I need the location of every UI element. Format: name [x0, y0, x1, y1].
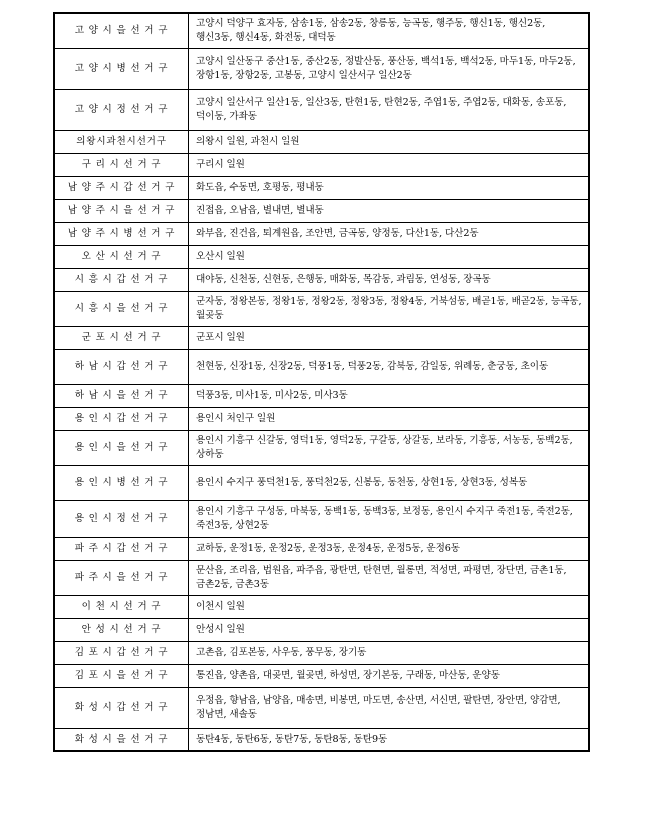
- district-area-cell: 대야동, 신천동, 신현동, 은행동, 매화동, 목감동, 과림동, 연성동, 장곡동: [189, 268, 590, 291]
- table-body: [54, 13, 589, 751]
- district-area-cell: 고촌읍, 김포본동, 사우동, 풍무동, 장기동: [189, 641, 590, 664]
- table-row: [54, 13, 589, 48]
- table-row: [54, 153, 589, 176]
- district-name-cell: 용 인 시 병 선 거 구: [54, 465, 189, 500]
- table-row: [54, 407, 589, 430]
- district-name-cell: 시 흥 시 갑 선 거 구: [54, 268, 189, 291]
- table-row: [54, 349, 589, 384]
- district-name-cell: 남 양 주 시 갑 선 거 구: [54, 176, 189, 199]
- electoral-district-table: [53, 12, 590, 752]
- table-row: [54, 199, 589, 222]
- table-row: [54, 595, 589, 618]
- district-area-cell: 고양시 덕양구 효자동, 삼송1동, 삼송2동, 창릉동, 능곡동, 행주동, 행신1동, 행신2동, 행신3동, 행신4동, 화전동, 대덕동: [189, 13, 590, 48]
- district-area-cell: 용인시 기흥구 구성동, 마북동, 동백1동, 동백3동, 보정동, 용인시 수지구 죽전1동, 죽전2동, 죽전3동, 상현2동: [189, 500, 590, 537]
- district-area-cell: 문산읍, 조리읍, 법원읍, 파주읍, 광탄면, 탄현면, 월롱면, 적성면, 파평면, 장단면, 금촌1동, 금촌2동, 금촌3동: [189, 560, 590, 595]
- district-name-cell: 의왕시과천시선거구: [54, 130, 189, 153]
- district-area-cell: 구리시 일원: [189, 153, 590, 176]
- district-name-cell: 남 양 주 시 을 선 거 구: [54, 199, 189, 222]
- table-row: [54, 326, 589, 349]
- district-name-cell: 고 양 시 병 선 거 구: [54, 48, 189, 89]
- table-row: [54, 384, 589, 407]
- district-area-cell: 안성시 일원: [189, 618, 590, 641]
- district-name-cell: 하 남 시 갑 선 거 구: [54, 349, 189, 384]
- district-name-cell: 화 성 시 갑 선 거 구: [54, 687, 189, 728]
- district-area-cell: 덕풍3동, 미사1동, 미사2동, 미사3동: [189, 384, 590, 407]
- district-name-cell: 화 성 시 을 선 거 구: [54, 728, 189, 751]
- district-area-cell: 용인시 처인구 일원: [189, 407, 590, 430]
- district-area-cell: 통진읍, 양촌읍, 대곶면, 월곶면, 하성면, 장기본동, 구래동, 마산동, 운양동: [189, 664, 590, 687]
- table-row: [54, 222, 589, 245]
- district-name-cell: 하 남 시 을 선 거 구: [54, 384, 189, 407]
- table-row: [54, 618, 589, 641]
- table-row: [54, 48, 589, 89]
- district-area-cell: 용인시 수지구 풍덕천1동, 풍덕천2동, 신봉동, 동천동, 상현1동, 상현3동, 성복동: [189, 465, 590, 500]
- district-area-cell: 고양시 일산동구 중산1동, 중산2동, 정발산동, 풍산동, 백석1동, 백석2동, 마두1동, 마두2동, 장항1동, 장항2동, 고봉동, 고양시 일산서구 일산2동: [189, 48, 590, 89]
- table-row: [54, 728, 589, 751]
- district-name-cell: 파 주 시 갑 선 거 구: [54, 537, 189, 560]
- table-row: [54, 130, 589, 153]
- district-name-cell: 시 흥 시 을 선 거 구: [54, 291, 189, 326]
- table-row: [54, 560, 589, 595]
- district-area-cell: 고양시 일산서구 일산1동, 일산3동, 탄현1동, 탄현2동, 주엽1동, 주엽2동, 대화동, 송포동, 덕이동, 가좌동: [189, 89, 590, 130]
- table-row: [54, 537, 589, 560]
- table-row: [54, 500, 589, 537]
- district-name-cell: 김 포 시 을 선 거 구: [54, 664, 189, 687]
- table-row: [54, 664, 589, 687]
- table-row: [54, 176, 589, 199]
- district-name-cell: 용 인 시 갑 선 거 구: [54, 407, 189, 430]
- district-area-cell: 천현동, 신장1동, 신장2동, 덕풍1동, 덕풍2동, 감북동, 감일동, 위례동, 춘궁동, 초이동: [189, 349, 590, 384]
- district-name-cell: 김 포 시 갑 선 거 구: [54, 641, 189, 664]
- table-row: [54, 641, 589, 664]
- district-area-cell: 동탄4동, 동탄6동, 동탄7동, 동탄8동, 동탄9동: [189, 728, 590, 751]
- district-area-cell: 의왕시 일원, 과천시 일원: [189, 130, 590, 153]
- district-area-cell: 화도읍, 수동면, 호평동, 평내동: [189, 176, 590, 199]
- district-area-cell: 군포시 일원: [189, 326, 590, 349]
- district-name-cell: 용 인 시 정 선 거 구: [54, 500, 189, 537]
- district-area-cell: 교하동, 운정1동, 운정2동, 운정3동, 운정4동, 운정5동, 운정6동: [189, 537, 590, 560]
- district-name-cell: 이 천 시 선 거 구: [54, 595, 189, 618]
- district-name-cell: 파 주 시 을 선 거 구: [54, 560, 189, 595]
- table-row: [54, 687, 589, 728]
- table-row: [54, 430, 589, 465]
- district-area-cell: 군자동, 정왕본동, 정왕1동, 정왕2동, 정왕3동, 정왕4동, 거북섬동, 배곧1동, 배곧2동, 능곡동, 월곶동: [189, 291, 590, 326]
- district-name-cell: 용 인 시 을 선 거 구: [54, 430, 189, 465]
- table-row: [54, 268, 589, 291]
- district-area-cell: 용인시 기흥구 신갈동, 영덕1동, 영덕2동, 구갈동, 상갈동, 보라동, 기흥동, 서농동, 동백2동, 상하동: [189, 430, 590, 465]
- table-row: [54, 291, 589, 326]
- table-row: [54, 245, 589, 268]
- district-name-cell: 군 포 시 선 거 구: [54, 326, 189, 349]
- district-name-cell: 남 양 주 시 병 선 거 구: [54, 222, 189, 245]
- district-name-cell: 고 양 시 을 선 거 구: [54, 13, 189, 48]
- table-row: [54, 465, 589, 500]
- district-area-cell: 우정읍, 향남읍, 남양읍, 매송면, 비봉면, 마도면, 송산면, 서신면, 팔탄면, 장안면, 양감면, 정남면, 새솔동: [189, 687, 590, 728]
- district-area-cell: 와부읍, 진건읍, 퇴계원읍, 조안면, 금곡동, 양정동, 다산1동, 다산2동: [189, 222, 590, 245]
- district-name-cell: 오 산 시 선 거 구: [54, 245, 189, 268]
- district-name-cell: 구 리 시 선 거 구: [54, 153, 189, 176]
- district-area-cell: 진접읍, 오남읍, 별내면, 별내동: [189, 199, 590, 222]
- district-name-cell: 안 성 시 선 거 구: [54, 618, 189, 641]
- district-name-cell: 고 양 시 정 선 거 구: [54, 89, 189, 130]
- district-table-page: [53, 12, 590, 752]
- district-area-cell: 이천시 일원: [189, 595, 590, 618]
- table-row: [54, 89, 589, 130]
- district-area-cell: 오산시 일원: [189, 245, 590, 268]
